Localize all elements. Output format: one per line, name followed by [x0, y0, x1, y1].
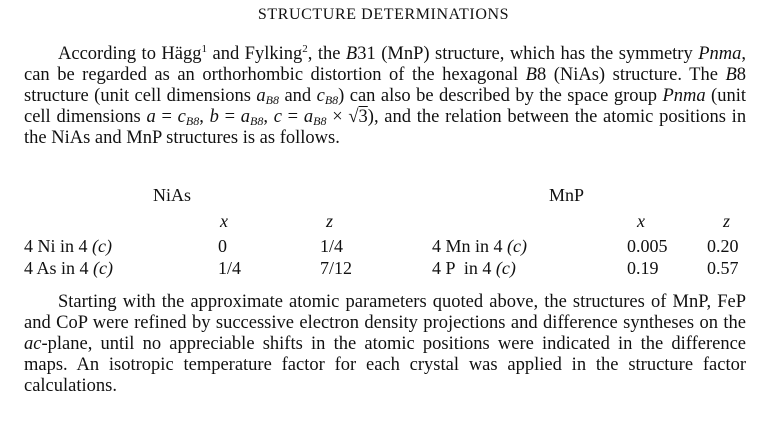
table-cell: 0.20	[707, 236, 739, 256]
wyckoff-site: (c)	[507, 236, 527, 256]
column-x-mnp: x	[637, 211, 645, 231]
variable-a: a	[303, 107, 314, 127]
column-z-nias: z	[326, 211, 334, 231]
text: and	[279, 86, 317, 106]
variable-a: a	[256, 86, 266, 106]
table-cell: 0.57	[707, 258, 739, 278]
text: 8 (NiAs) structure. The	[536, 65, 726, 85]
atom-label: 4 P in 4	[432, 258, 496, 278]
refinement-indent	[24, 292, 58, 312]
page-header: STRUCTURE DETERMINATIONS	[257, 6, 510, 23]
plane-label: ac	[24, 334, 42, 354]
text: ) can also be described by the space group	[338, 86, 663, 106]
text: ,	[263, 107, 274, 127]
text: ×	[326, 107, 349, 127]
column-x-nias: x	[220, 211, 228, 231]
wyckoff-site: (c)	[495, 258, 516, 278]
table-heading-mnp: MnP	[549, 185, 585, 205]
strukturbericht-symbol: B	[345, 44, 358, 64]
text: 31 (MnP) structure, which has the symmetry	[357, 44, 699, 64]
text: Starting with the approximate atomic parameters quoted above, the structures of MnP, FeP and CoP were refined by successive electron density projections and difference syntheses on the	[24, 292, 746, 333]
table-cell: 0.19	[627, 258, 659, 278]
text: =	[281, 107, 304, 127]
table-row	[24, 236, 112, 257]
subscript: B8	[185, 114, 200, 128]
column-z-mnp: z	[723, 211, 731, 231]
subscript: B8	[265, 93, 279, 107]
sqrt-sign: √	[348, 107, 359, 127]
text: According to Hägg	[58, 44, 202, 64]
reference-1: 1	[201, 43, 207, 55]
table-cell: 7/12	[320, 258, 353, 278]
text: 8 structure (unit cell dimensions	[24, 65, 747, 106]
subscript: B8	[250, 114, 264, 128]
text: ), and the relation between the atomic positions in the NiAs and MnP structures is as follows.	[24, 107, 747, 148]
text: -plane, until no appreciable shifts in the atomic positions were indicated in the difference maps. An isotropic temperature factor for each crystal was applied in the structure factor calculations.	[24, 334, 746, 396]
subscript: B8	[324, 93, 339, 107]
table-cell: 0	[218, 236, 227, 256]
text: , can be regarded as an orthorhombic distortion of the hexagonal	[24, 44, 746, 85]
strukturbericht-symbol: B	[725, 65, 737, 85]
table-row	[24, 258, 113, 279]
space-group: Pnma	[698, 44, 742, 64]
variable-a: a	[240, 107, 250, 127]
text: , the	[307, 44, 346, 64]
atom-label: 4 Ni in 4	[24, 236, 93, 256]
subscript: B8	[313, 114, 327, 128]
text: =	[218, 107, 241, 127]
paragraph-intro	[24, 44, 746, 149]
table-cell: 0.005	[627, 236, 668, 256]
variable-c: c	[273, 107, 282, 127]
table-heading-nias: NiAs	[153, 185, 192, 205]
text: (unit cell dimensions	[24, 86, 746, 127]
text: ,	[199, 107, 210, 127]
table-cell: 1/4	[320, 236, 344, 256]
table-row	[432, 236, 527, 257]
paragraph-refinement	[24, 292, 746, 397]
text: and Fylking	[207, 44, 303, 64]
table-row	[432, 258, 516, 279]
space-group: Pnma	[662, 86, 706, 106]
intro-indent	[24, 44, 58, 64]
variable-a: a	[146, 107, 156, 127]
variable-c: c	[177, 107, 186, 127]
wyckoff-site: (c)	[93, 258, 113, 278]
text: =	[155, 107, 178, 127]
variable-c: c	[316, 86, 325, 106]
strukturbericht-symbol: B	[525, 65, 537, 85]
sqrt-argument: 3	[358, 107, 368, 127]
variable-b: b	[209, 107, 219, 127]
reference-2: 2	[302, 43, 308, 55]
table-cell: 1/4	[218, 258, 242, 278]
atom-label: 4 As in 4	[24, 258, 94, 278]
atom-label: 4 Mn in 4	[432, 236, 508, 256]
wyckoff-site: (c)	[92, 236, 112, 256]
